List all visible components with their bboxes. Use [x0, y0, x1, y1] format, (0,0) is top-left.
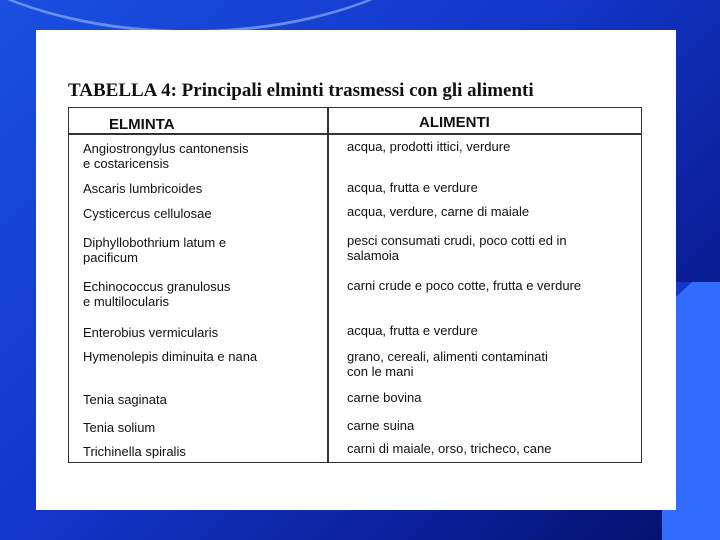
cell-alimenti-9: carne suina: [347, 418, 415, 433]
cell-elminta-5: Echinococcus granulosus e multilocularis: [83, 279, 231, 309]
cell-elminta-4: Diphyllobothrium latum e pacificum: [83, 235, 227, 265]
cell-alimenti-10: carni di maiale, orso, tricheco, cane: [347, 441, 552, 456]
background-arc: [0, 0, 500, 33]
cell-alimenti-4: pesci consumati crudi, poco cotti ed in salamoia: [347, 233, 567, 263]
cell-elminta-10: Trichinella spiralis: [83, 444, 186, 459]
cell-alimenti-2: acqua, frutta e verdure: [347, 180, 478, 195]
cell-alimenti-3: acqua, verdure, carne di maiale: [347, 204, 530, 219]
cell-elminta-8: Tenia saginata: [83, 392, 167, 407]
cell-elminta-2: Ascaris lumbricoides: [83, 181, 203, 196]
header-elminta: ELMINTA: [109, 116, 175, 133]
cell-alimenti-6: acqua, frutta e verdure: [347, 323, 478, 338]
cell-elminta-9: Tenia solium: [83, 420, 156, 435]
cell-alimenti-7: grano, cereali, alimenti contaminati con le mani: [347, 349, 548, 379]
cell-alimenti-8: carne bovina: [347, 390, 422, 405]
cell-elminta-6: Enterobius vermicularis: [83, 325, 219, 340]
column-divider: [327, 108, 329, 462]
cell-elminta-3: Cysticercus cellulosae: [83, 206, 212, 221]
cell-alimenti-5: carni crude e poco cotte, frutta e verdure: [347, 278, 582, 293]
cell-elminta-7: Hymenolepis diminuita e nana: [83, 349, 258, 364]
header-alimenti: ALIMENTI: [419, 114, 490, 131]
table-caption: TABELLA 4: Principali elminti trasmessi con gli alimenti: [68, 80, 534, 101]
helminths-table: [68, 107, 642, 463]
header-divider: [69, 133, 641, 135]
cell-alimenti-1: acqua, prodotti ittici, verdure: [347, 139, 511, 154]
cell-elminta-1: Angiostrongylus cantonensis e costaricensis: [83, 141, 249, 171]
